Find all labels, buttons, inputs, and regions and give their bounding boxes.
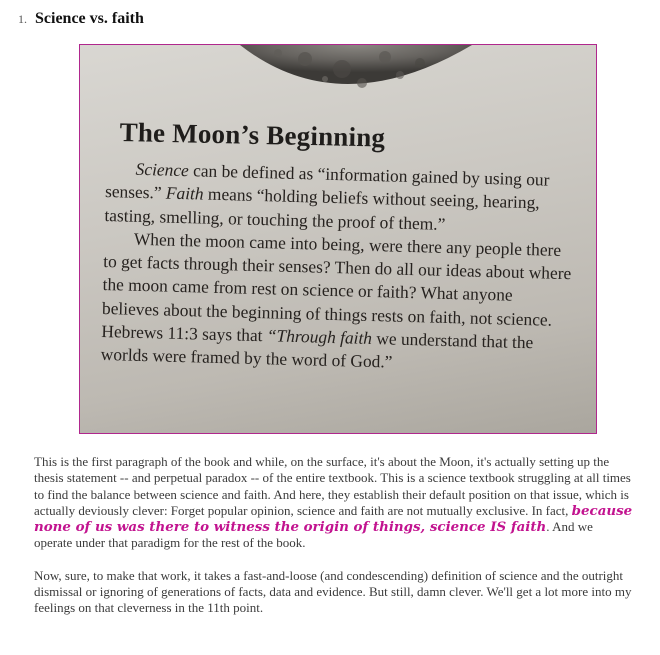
book-text-segment: When the moon came into being, were there any people there to get facts through their senses? Then do all our ideas about where the moon came from rest on science or faith? What anyone believes about the beginning of things rests on faith, not science. Hebrews 11:3 says that (101, 228, 572, 346)
article-text-segment: . And we operate under that paradigm for the rest of the book. (34, 519, 593, 551)
book-text-segment: we understand that the worlds were framed by the word of God.” (100, 328, 534, 372)
textbook-photo (79, 44, 597, 434)
book-word-faith: Faith (165, 182, 204, 204)
book-title: The Moon’s Beginning (119, 117, 386, 153)
book-quote-italic: “Through faith (266, 325, 373, 349)
highlighted-text: because none of us was there to witness the origin of things, science IS faith (34, 502, 633, 536)
article-paragraph (34, 454, 634, 552)
book-word-science: Science (135, 158, 190, 181)
book-paragraph (101, 227, 574, 379)
section-number: 1. (18, 12, 27, 26)
section-title: Science vs. faith (35, 10, 144, 27)
article-body (34, 454, 634, 633)
section-heading (18, 10, 144, 28)
book-text (101, 157, 576, 379)
book-paragraph (104, 157, 576, 239)
article-text-segment: This is the first paragraph of the book and while, on the surface, it's about the Moon, it's actually setting up the thesis statement -- and perpetual paradox -- of the entire textbook. This is a science textbook struggling at all times to find the balance between science and faith. And here, they establish their default position on that issue, which is actually deviously clever: Forget popular opinion, science and faith are not mutually exclusive. In fact, (34, 454, 631, 518)
moon-image (80, 45, 597, 115)
article-paragraph: Now, sure, to make that work, it takes a fast-and-loose (and condescending) definition of science and the outright dismissal or ignoring of generations of facts, data and evidence. But still, damn clever. We'll get a lot more into my feelings on that cleverness in the 11th point. (34, 567, 632, 616)
book-text-segment: means “holding beliefs without seeing, hearing, tasting, smelling, or touching the proof of them.” (104, 183, 540, 234)
book-text-segment: can be defined as “information gained by using our senses.” (104, 160, 550, 203)
